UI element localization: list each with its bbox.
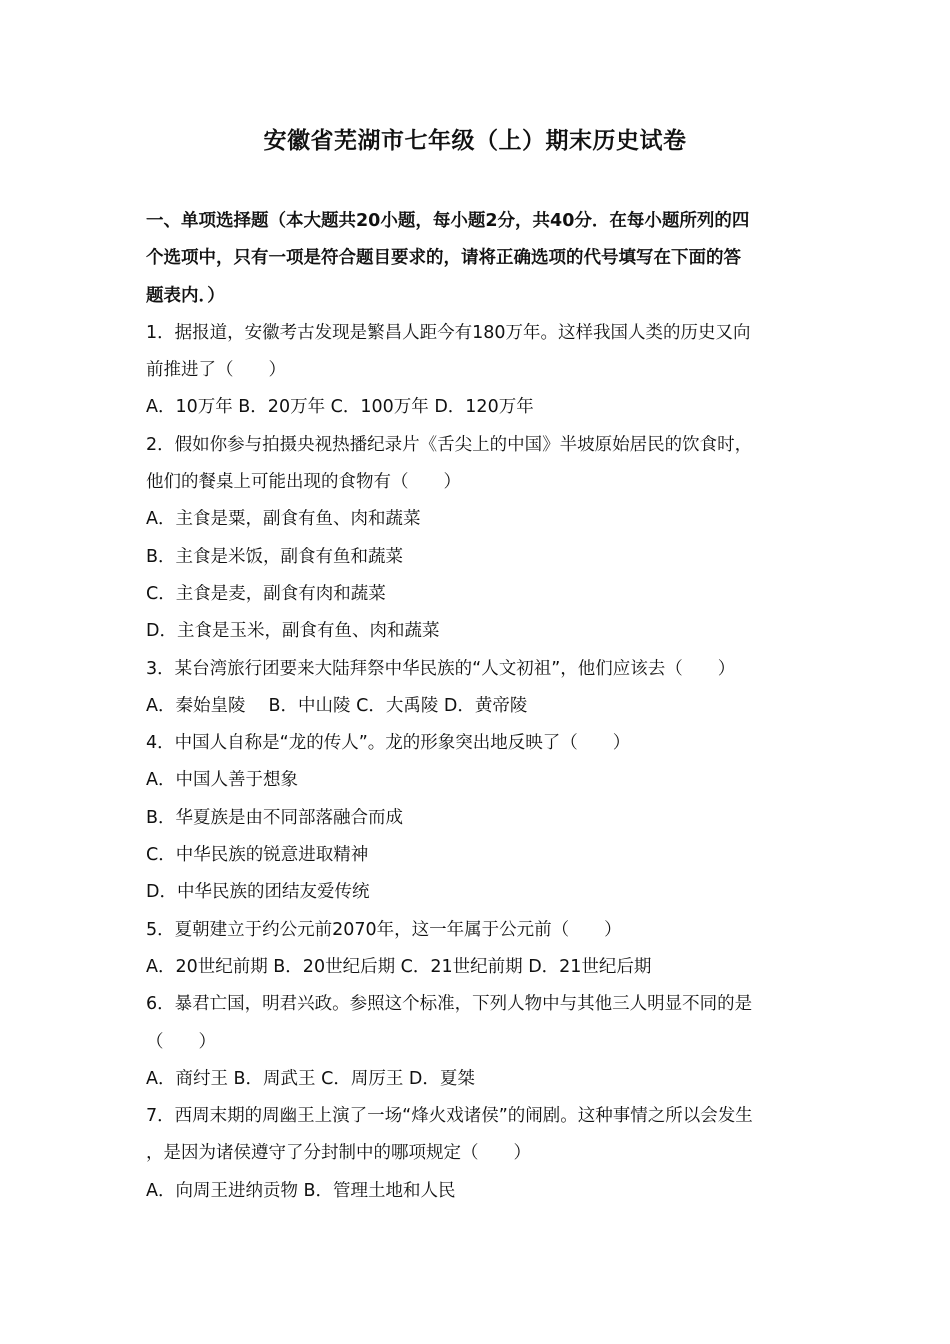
question-options: A．20世纪前期 B．20世纪后期 C．21世纪前期 D．21世纪后期 [146, 956, 652, 977]
question-stem-line: ，是因为诸侯遵守了分封制中的哪项规定（ ） [146, 1143, 531, 1164]
option-a: A．中国人善于想象 [146, 770, 298, 791]
question-stem-line: （ ） [146, 1031, 216, 1052]
section-heading-line: 个选项中，只有一项是符合题目要求的，请将正确选项的代号填写在下面的答 [146, 248, 741, 269]
option-a: A．主食是粟，副食有鱼、肉和蔬菜 [146, 509, 421, 530]
question-stem-line: 2．假如你参与拍摄央视热播纪录片《舌尖上的中国》半坡原始居民的饮食时， [146, 434, 753, 455]
question-stem-line: 7．西周末期的周幽王上演了一场“烽火戏诸侯”的闹剧。这种事情之所以会发生 [146, 1106, 753, 1127]
option-b: B．主食是米饭，副食有鱼和蔬菜 [146, 546, 404, 567]
question-6 [146, 986, 811, 1098]
question-stem-line: 5．夏朝建立于约公元前2070年，这一年属于公元前（ ） [146, 919, 622, 940]
section-heading-line: 一、单项选择题（本大题共20小题，每小题2分，共40分．在每小题所列的四 [146, 211, 750, 231]
question-7 [146, 1098, 811, 1210]
option-d: D．主食是玉米，副食有鱼、肉和蔬菜 [146, 621, 440, 642]
question-options: A．向周王进纳贡物 B．管理土地和人民 [146, 1180, 456, 1201]
question-stem-line: 1．据报道，安徽考古发现是繁昌人距今有180万年。这样我国人类的历史又向 [146, 322, 751, 343]
option-c: C．主食是麦，副食有肉和蔬菜 [146, 583, 386, 604]
exam-content [146, 203, 811, 1210]
page-title: 安徽省芜湖市七年级（上）期末历史试卷 [263, 128, 687, 154]
question-2 [146, 427, 811, 651]
question-stem-line: 6．暴君亡国，明君兴政。参照这个标准，下列人物中与其他三人明显不同的是 [146, 994, 753, 1015]
question-1 [146, 315, 811, 427]
question-options: A．10万年 B．20万年 C．100万年 D．120万年 [146, 397, 534, 418]
section-heading [146, 203, 811, 315]
option-c: C．中华民族的锐意进取精神 [146, 845, 369, 866]
question-3 [146, 651, 811, 726]
section-heading-line: 题表内．） [146, 285, 225, 306]
question-stem-line: 3．某台湾旅行团要来大陆拜祭中华民族的“人文初祖”，他们应该去（ ） [146, 658, 736, 679]
question-options: A．秦始皇陵 B．中山陵 C．大禹陵 D．黄帝陵 [146, 695, 528, 716]
question-stem-line: 4．中国人自称是“龙的传人”。龙的形象突出地反映了（ ） [146, 733, 631, 754]
question-stem-line: 前推进了（ ） [146, 360, 286, 381]
option-d: D．中华民族的团结友爱传统 [146, 882, 370, 903]
option-b: B．华夏族是由不同部落融合而成 [146, 807, 404, 828]
question-stem-line: 他们的餐桌上可能出现的食物有（ ） [146, 472, 461, 493]
question-4 [146, 725, 811, 911]
question-5 [146, 912, 811, 987]
question-options: A．商纣王 B．周武王 C．周厉王 D．夏桀 [146, 1068, 475, 1089]
